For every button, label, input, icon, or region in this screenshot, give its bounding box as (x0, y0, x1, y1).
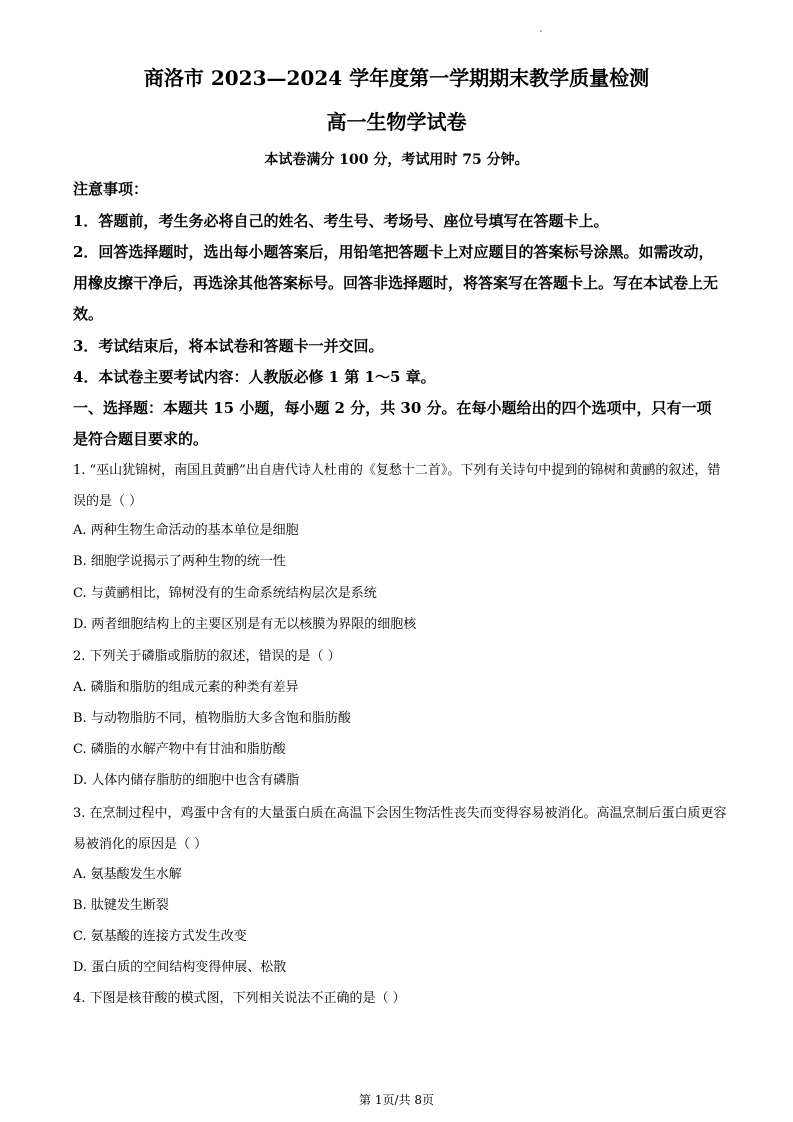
page-number: 第 1页/共 8页 (359, 1093, 434, 1107)
question-1-stem: 1. “巫山犹锦树，南国且黄鹂”出自唐代诗人杜甫的《复愁十二首》。下列有关诗句中提到的锦树和黄鹂的叙述，错误的是（ ） (73, 463, 721, 509)
question-3-option-c: C. 氨基酸的连接方式发生改变 (73, 929, 247, 944)
question-3-option-b: B. 肽键发生断裂 (73, 898, 169, 913)
question-1-option-c: C. 与黄鹂相比，锦树没有的生命系统结构层次是系统 (73, 586, 377, 601)
question-2-option-d: D. 人体内储存脂肪的细胞中也含有磷脂 (73, 773, 300, 788)
question-4-stem: 4. 下图是核苷酸的模式图，下列相关说法不正确的是（ ） (73, 991, 406, 1006)
question-1-option-d: D. 两者细胞结构上的主要区别是有无以核膜为界限的细胞核 (73, 617, 417, 632)
score-info: 本试卷满分 100 分，考试用时 75 分钟。 (264, 152, 529, 168)
question-1-option-a: A. 两种生物生命活动的基本单位是细胞 (73, 523, 299, 538)
question-2-option-a: A. 磷脂和脂肪的组成元素的种类有差异 (73, 680, 299, 695)
question-2-stem: 2. 下列关于磷脂或脂肪的叙述，错误的是（ ） (73, 649, 341, 664)
notice-item-1: 1．答题前，考生务必将自己的姓名、考生号、考场号、座位号填写在答题卡上。 (73, 212, 609, 230)
question-3-option-a: A. 氨基酸发生水解 (73, 867, 182, 882)
exam-subject: 高一生物学试卷 (326, 110, 467, 134)
exam-title: 商洛市 2023—2024 学年度第一学期期末教学质量检测 (143, 66, 650, 90)
question-1-option-b: B. 细胞学说揭示了两种生物的统一性 (73, 554, 286, 569)
question-2-option-c: C. 磷脂的水解产物中有甘油和脂肪酸 (73, 742, 286, 757)
section-heading: 一、选择题：本题共 15 小题，每小题 2 分，共 30 分。在每小题给出的四个选项中，只有一项是符合题目要求的。 (73, 399, 712, 448)
notice-item-3: 3．考试结束后，将本试卷和答题卡一并交回。 (73, 337, 384, 355)
question-3-option-d: D. 蛋白质的空间结构变得伸展、松散 (73, 960, 287, 975)
notice-item-2: 2．回答选择题时，选出每小题答案后，用铅笔把答题卡上对应题目的答案标号涂黑。如需改动，用橡皮擦干净后，再选涂其他答案标号。回答非选择题时，将答案写在答题卡上。写在本试卷上无效。 (73, 243, 719, 323)
question-2-option-b: B. 与动物脂肪不同，植物脂肪大多含饱和脂肪酸 (73, 711, 351, 726)
question-3-stem: 3. 在烹制过程中，鸡蛋中含有的大量蛋白质在高温下会因生物活性丧失而变得容易被消化。高温烹制后蛋白质更容易被消化的原因是（ ） (73, 806, 727, 852)
notice-heading: 注意事项： (73, 180, 149, 198)
notice-item-4: 4．本试卷主要考试内容：人教版必修 1 第 1～5 章。 (73, 368, 436, 386)
scan-dot (540, 30, 542, 32)
